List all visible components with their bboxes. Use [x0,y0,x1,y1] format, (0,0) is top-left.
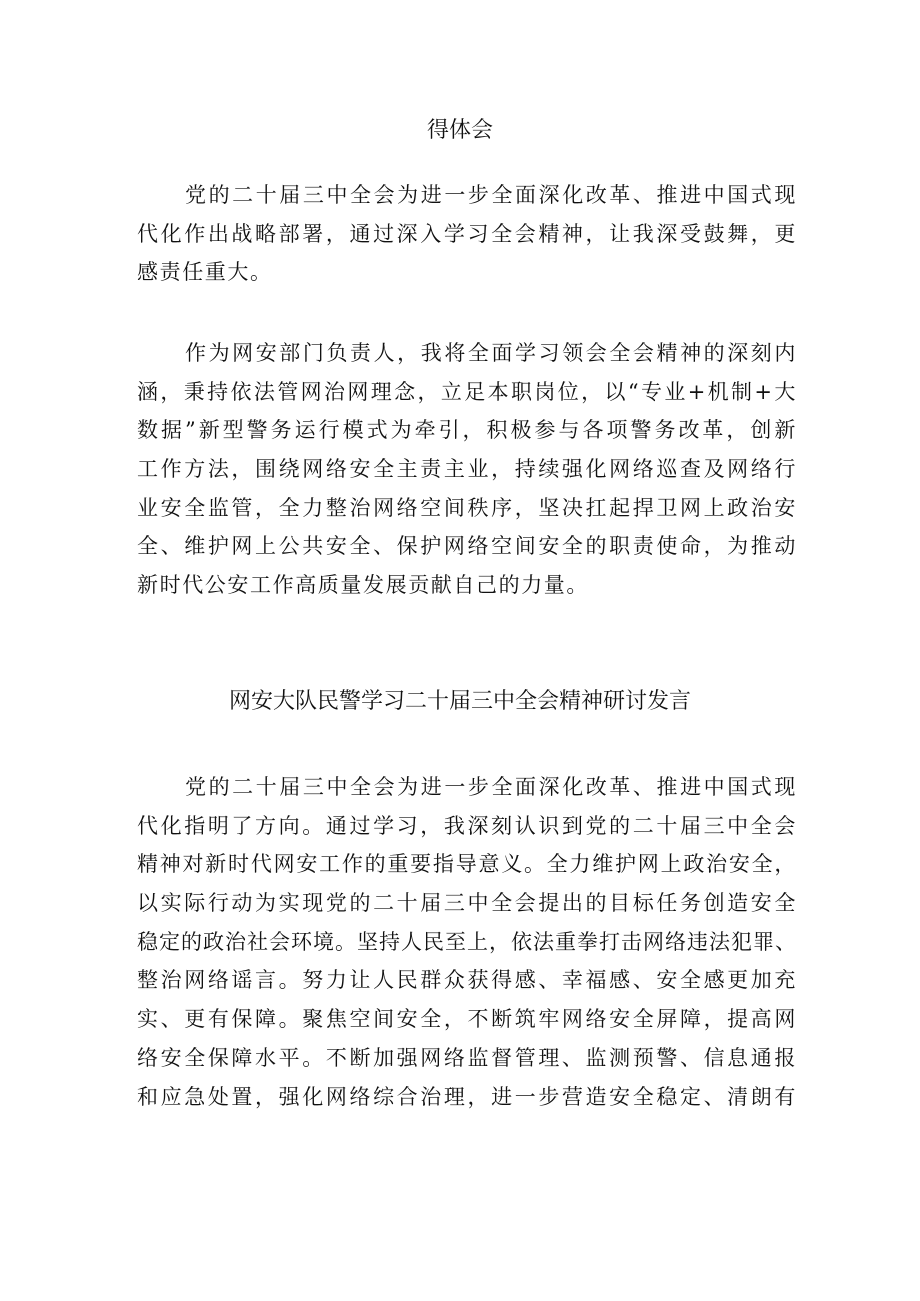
paragraph-line: 党的二十届三中全会为进一步全面深化改革、推进中国式现 [185,183,797,207]
paragraph-line: 业安全监管，全力整治网络空间秩序，坚决扛起捍卫网上政治安 [137,495,797,520]
paragraph-line: 实、更有保障。聚焦空间安全，不断筑牢网络安全屏障，提高网 [137,1007,797,1032]
paragraph-line: 代化指明了方向。通过学习，我深刻认识到党的二十届三中全会 [137,813,797,838]
section-heading-2: 网安大队民警学习二十届三中全会精神研讨发言 [228,689,691,714]
paragraph-line: 全、维护网上公共安全、保护网络空间安全的职责使命，为推动 [137,534,797,559]
paragraph-line: 精神对新时代网安工作的重要指导意义。全力维护网上政治安全， [137,852,797,877]
section-heading-1: 得体会 [426,118,493,143]
paragraph-line: 新时代公安工作高质量发展贡献自己的力量。 [137,573,589,598]
paragraph-3 [137,768,797,1116]
paragraph-line: 感责任重大。 [137,260,273,285]
paragraph-line: 络安全保障水平。不断加强网络监督管理、监测预警、信息通报 [137,1045,797,1070]
paragraph-line: 稳定的政治社会环境。坚持人民至上，依法重拳打击网络违法犯罪、 [137,929,797,954]
paragraph-1 [137,176,797,292]
paragraph-line: 工作方法，围绕网络安全主责主业，持续强化网络巡查及网络行 [137,457,797,482]
paragraph-line: 党的二十届三中全会为进一步全面深化改革、推进中国式现 [185,775,797,799]
paragraph-line: 数据”新型警务运行模式为牵引，积极参与各项警务改革，创新 [137,418,797,443]
paragraph-2 [137,334,797,605]
paragraph-line: 和应急处置，强化网络综合治理，进一步营造安全稳定、清朗有 [137,1084,797,1109]
paragraph-line: 以实际行动为实现党的二十届三中全会提出的目标任务创造安全 [137,891,797,916]
paragraph-line: 作为网安部门负责人，我将全面学习领会全会精神的深刻内 [185,341,797,365]
paragraph-line: 涵，秉持依法管网治网理念，立足本职岗位，以“专业+机制+大 [137,379,797,404]
paragraph-line: 代化作出战略部署，通过深入学习全会精神，让我深受鼓舞，更 [137,221,797,246]
paragraph-line: 整治网络谣言。努力让人民群众获得感、幸福感、安全感更加充 [137,968,797,993]
